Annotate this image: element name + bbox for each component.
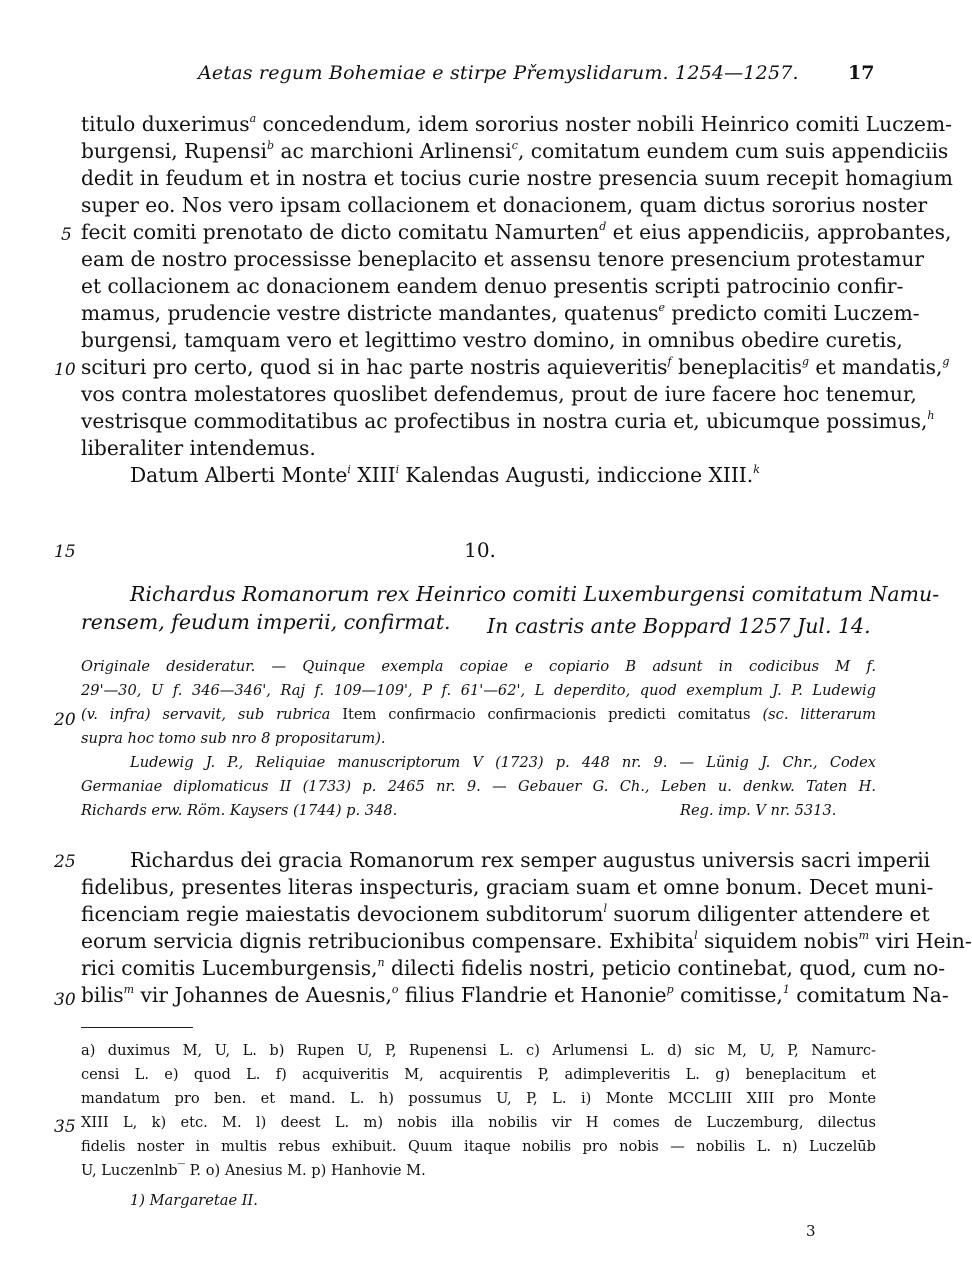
footnote-marker: g: [942, 355, 950, 368]
footnote-marker: n: [377, 956, 385, 969]
text-line: titulo duxerimus$^a$ concedendum, idem sororius noster nobili Heinrico comiti Luczem-: [81, 112, 952, 136]
text-line: vestrisque commoditatibus ac profectibus in nostra curia et, ubicumque possimus,$^h$: [81, 409, 935, 433]
footnote-marker: b: [267, 139, 275, 152]
regest-line: Richardus Romanorum rex Heinrico comiti Luxemburgensi comitatum Namu-: [130, 582, 940, 606]
text-line: super eo. Nos vero ipsam collacionem et donacionem, quam dictus sororius noster: [81, 193, 928, 217]
text-line: rici comitis Lucemburgensis,$^n$ dilecti fidelis nostri, peticio continebat, quod, cum no-: [81, 956, 946, 980]
text-line: liberaliter intendemus.: [81, 436, 316, 460]
line-number: 10: [54, 360, 76, 380]
footnote-marker: d: [599, 220, 607, 233]
tradition-note: supra hoc tomo sub nro 8 propositarum).: [81, 730, 386, 747]
text-line: ficenciam regie maiestatis devocionem subditorum$^l$ suorum diligenter attendere et: [81, 902, 930, 926]
footnote-marker: i: [395, 463, 400, 476]
tradition-note: (v. infra) servavit, sub rubrica Item confirmacio confirmacionis predicti comitatus (sc. litterarum: [81, 706, 876, 723]
tradition-note: Originale desideratur. — Quinque exempla copiae e copiario B adsunt in codicibus M f.: [81, 658, 876, 675]
text-line: fecit comiti prenotato de dicto comitatu Namurten$^d$ et eius appendiciis, approbantes,: [81, 220, 952, 244]
signature-mark: 3: [806, 1222, 816, 1240]
footnote-marker: g: [801, 355, 810, 368]
running-header: [0, 60, 960, 90]
text-line: scituri pro certo, quod si in hac parte nostris aquieveritis$^f$ beneplacitis$^g$ et mandatis,$^g$: [81, 355, 950, 379]
footnote-line: fidelis noster in multis rebus exhibuit. Quum itaque nobilis pro nobis — nobilis L. n) Luczelūb: [81, 1138, 876, 1155]
bibliography-note: Ludewig J. P., Reliquiae manuscriptorum V (1723) p. 448 nr. 9. — Lünig J. Chr., Codex: [130, 754, 876, 771]
text-line: eorum servicia dignis retribucionibus compensare. Exhibita$^l$ siquidem nobis$^m$ viri Hein-: [81, 929, 972, 953]
bibliography-note: Richards erw. Röm. Kaysers (1744) p. 348.: [81, 802, 398, 819]
running-title: Aetas regum Bohemiae e stirpe Přemyslidarum. 1254—1257.: [198, 62, 799, 84]
line-number: 35: [54, 1117, 76, 1137]
text-line: eam de nostro processisse beneplacito et assensu tenore presencium protestamur: [81, 247, 925, 271]
line-number: 30: [54, 990, 76, 1010]
dating-clause: Datum Alberti Monte$^i$ XIII$^i$ Kalendas Augusti, indiccione XIII.$^k$: [130, 463, 760, 487]
line-number: 15: [54, 542, 76, 562]
footnote-marker: l: [694, 929, 698, 942]
line-number: 25: [54, 852, 76, 872]
footnote-marker: 1: [782, 983, 790, 996]
text-line: vos contra molestatores quoslibet defendemus, prout de iure facere hoc tenemur,: [81, 382, 917, 406]
footnote-marker: m: [123, 983, 135, 996]
text-line: burgensi, tamquam vero et legittimo vestro domino, in omnibus obedire curetis,: [81, 328, 903, 352]
regest-line: rensem, feudum imperii, confirmat.: [81, 610, 451, 634]
line-number: 20: [54, 710, 76, 730]
text-line: et collacionem ac donacionem eandem denuo presentis scripti patrocinio confir-: [81, 274, 904, 298]
historical-footnote: 1) Margaretae II.: [130, 1192, 258, 1209]
footnote-marker: l: [603, 902, 607, 915]
text-line: mamus, prudencie vestre districte mandantes, quatenus$^e$ predicto comiti Luczem-: [81, 301, 920, 325]
footnote-marker: o: [391, 983, 399, 996]
line-number: 5: [61, 225, 72, 245]
footnote-line: XIII L, k) etc. M. l) deest L. m) nobis illa nobilis vir H comes de Luczemburg, dilectus: [81, 1114, 876, 1131]
footnote-line: a) duximus M, U, L. b) Rupen U, P, Rupenensi L. c) Arlumensi L. d) sic M, U, P, Namurc-: [81, 1042, 876, 1059]
text-line: Richardus dei gracia Romanorum rex semper augustus universis sacri imperii: [130, 848, 931, 872]
regest-place-date: In castris ante Boppard 1257 Jul. 14.: [487, 614, 871, 638]
footnote-marker: h: [927, 409, 935, 422]
page-number: 17: [848, 62, 875, 84]
document-number: 10.: [464, 538, 496, 562]
bibliography-note: Germaniae diplomaticus II (1733) p. 2465 nr. 9. — Gebauer G. Ch., Leben u. denkw. Taten H.: [81, 778, 876, 795]
tradition-note: 29'—30, U f. 346—346', Raj f. 109—109', P f. 61'—62', L deperdito, quod exemplum J. P. Ludewig: [81, 682, 876, 699]
footnote-line: U, Luczenlnb‾ P. o) Anesius M. p) Hanhovie M.: [81, 1162, 426, 1179]
text-line: bilis$^m$ vir Johannes de Auesnis,$^o$ filius Flandrie et Hanonie$^p$ comitisse,$^1$ comitatum Na-: [81, 983, 949, 1007]
footnote-marker: f: [667, 355, 672, 368]
footnote-marker: k: [753, 463, 760, 476]
footnote-line: mandatum pro ben. et mand. L. h) possumus U, P, L. i) Monte MCCLIII XIII pro Monte: [81, 1090, 876, 1107]
text-line: fidelibus, presentes literas inspecturis, graciam suam et omne bonum. Decet muni-: [81, 875, 934, 899]
footnote-rule: [81, 1027, 193, 1028]
footnote-line: censi L. e) quod L. f) acquiveritis M, acquirentis P, adimpleveritis L. g) beneplacitum et: [81, 1066, 876, 1083]
regesta-reference: Reg. imp. V nr. 5313.: [680, 802, 837, 819]
footnote-marker: p: [666, 983, 674, 996]
footnote-marker: a: [249, 112, 257, 125]
footnote-marker: i: [347, 463, 351, 476]
footnote-marker: c: [511, 139, 518, 152]
text-line: burgensi, Rupensi$^b$ ac marchioni Arlinensi$^c$, comitatum eundem cum suis appendiciis: [81, 139, 949, 163]
footnote-marker: e: [658, 301, 665, 314]
text-line: dedit in feudum et in nostra et tocius curie nostre presencia suum recepit homagium: [81, 166, 953, 190]
footnote-marker: m: [858, 929, 870, 942]
